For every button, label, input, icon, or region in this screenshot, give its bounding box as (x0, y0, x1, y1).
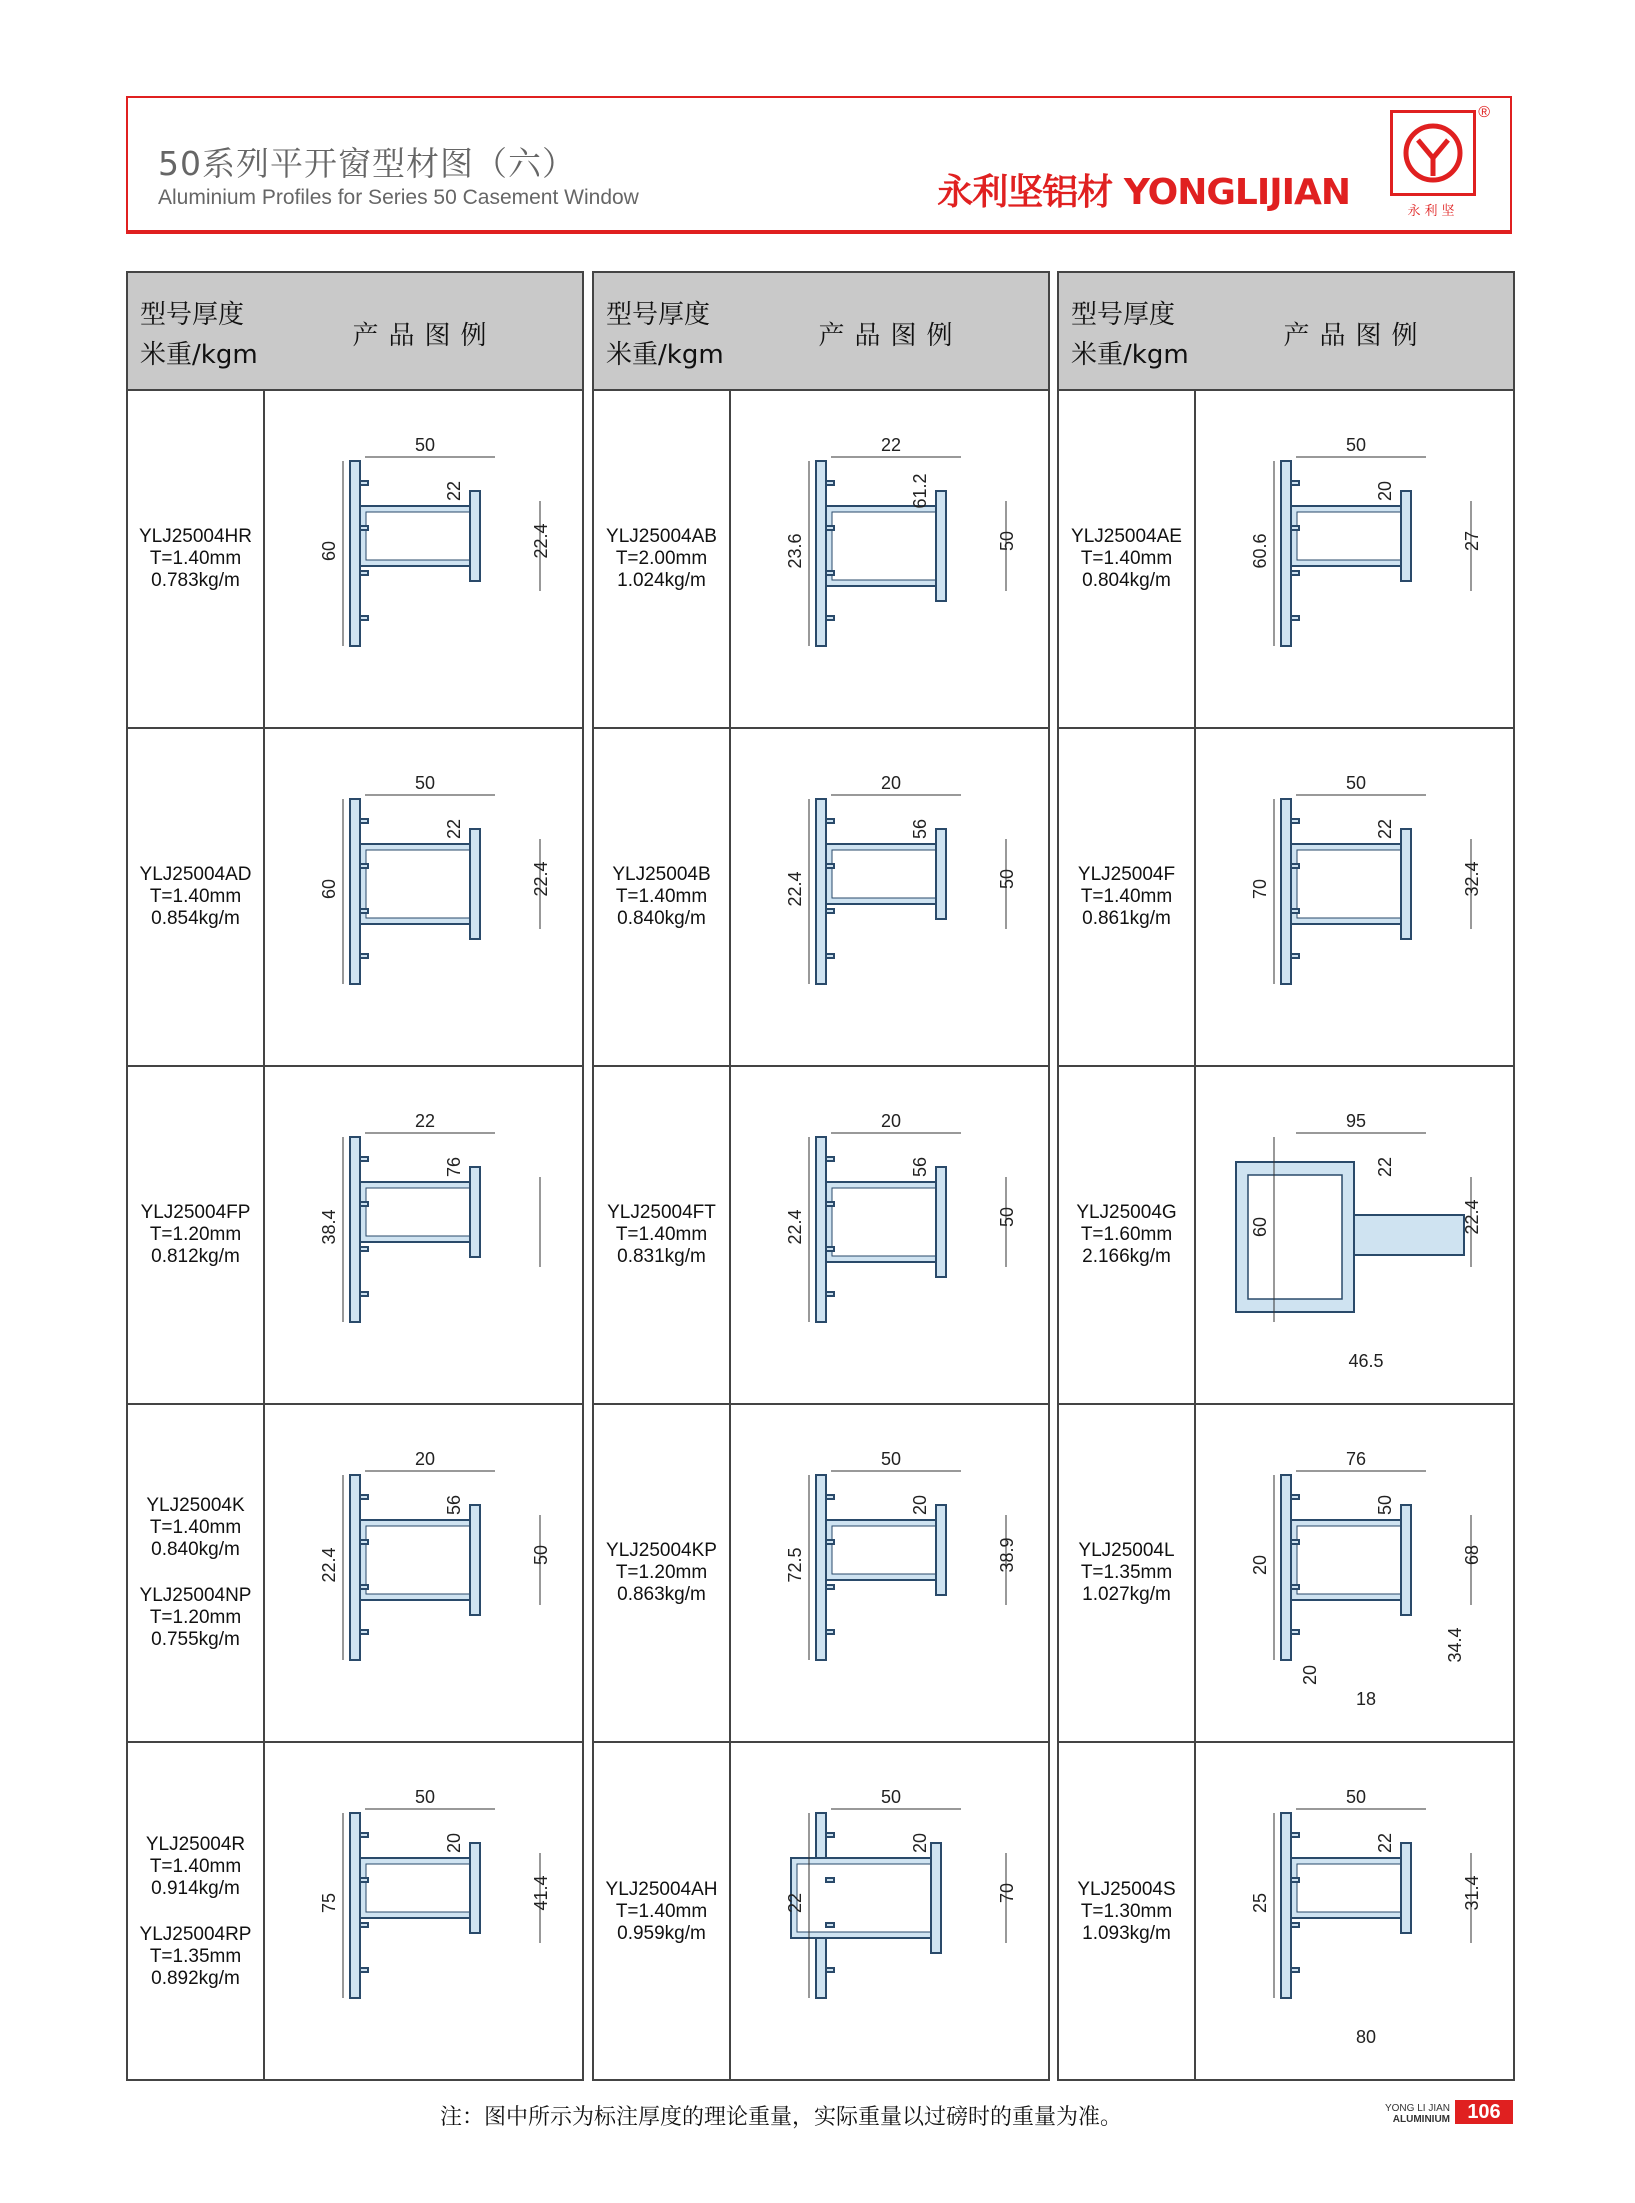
profile-flange (470, 829, 480, 939)
profile-stem (350, 1137, 360, 1322)
dimension-label: 22.4 (785, 1209, 805, 1245)
wall-thickness: T=1.20mm (149, 1224, 242, 1245)
weight-per-meter: 0.892kg/m (151, 1968, 240, 1989)
registered-mark: ® (1478, 104, 1490, 121)
profile-diagram (265, 1067, 584, 1403)
profile-drawing (1196, 1743, 1515, 2079)
dimension-label: 50 (414, 1787, 436, 1807)
weight-per-meter: 0.755kg/m (151, 1629, 240, 1650)
dimension-label: 56 (910, 1156, 930, 1178)
profile-stem (1281, 1813, 1291, 1998)
wall-thickness: T=1.40mm (1080, 886, 1173, 907)
brand-name: 永利坚铝材 YONGLIJIAN (937, 172, 1350, 213)
profile-diagram (265, 1743, 584, 2079)
dimension-label: 76 (1345, 1449, 1367, 1469)
wall-thickness: T=1.35mm (1080, 1562, 1173, 1583)
footer-brand-line2: ALUMINIUM (1392, 2114, 1450, 2125)
profile-flange (1401, 1505, 1411, 1615)
profile-drawing (731, 1743, 1050, 2079)
table-header (1059, 273, 1513, 391)
dimension-label: 56 (910, 818, 930, 840)
profile-spec (594, 1067, 729, 1403)
model-code: YLJ25004G (1076, 1202, 1177, 1223)
page-title-cn: 50系列平开窗型材图（六） (158, 144, 576, 183)
dimension-label: 22.4 (531, 523, 551, 559)
footer-brand-line1: YONG LI JIAN (1384, 2103, 1450, 2114)
header-product-drawing: 产品图例 (352, 321, 497, 351)
dimension-label: 70 (1250, 878, 1270, 900)
table-row (128, 391, 582, 729)
weight-per-meter: 0.831kg/m (617, 1246, 706, 1267)
profile-stem (816, 1137, 826, 1322)
profile-flange (470, 1505, 480, 1615)
dimension-label: 20 (1300, 1664, 1320, 1686)
table-row (594, 1405, 1048, 1743)
model-code: YLJ25004HR (138, 526, 253, 547)
profile-diagram (731, 1067, 1050, 1403)
profile-spec (128, 1405, 263, 1741)
logo-text: 永利坚 (1407, 203, 1459, 218)
profile-stem (350, 1813, 360, 1998)
dimension-label: 20 (880, 1111, 902, 1131)
weight-per-meter: 1.024kg/m (617, 570, 706, 591)
profile-stem (816, 1475, 826, 1660)
wall-thickness: T=1.20mm (615, 1562, 708, 1583)
profile-flange (1401, 491, 1411, 581)
dimension-label: 75 (319, 1892, 339, 1914)
weight-per-meter: 0.812kg/m (151, 1246, 240, 1267)
dimension-label: 50 (1345, 435, 1367, 455)
model-code: YLJ25004AH (605, 1879, 718, 1900)
profile-spec (594, 1405, 729, 1741)
wall-thickness: T=1.40mm (149, 548, 242, 569)
dimension-label: 70 (997, 1882, 1017, 1904)
profile-drawing (731, 1067, 1050, 1403)
profile-flange (470, 1843, 480, 1933)
profile-stem (1281, 799, 1291, 984)
header-spec-label (1071, 295, 1189, 375)
model-code: YLJ25004R (145, 1834, 246, 1855)
dimension-label: 22 (880, 435, 902, 455)
dimension-label: 46.5 (1348, 1351, 1384, 1371)
table-row (1059, 391, 1513, 729)
profile-drawing (265, 1743, 584, 2079)
profile-drawing (1196, 391, 1515, 727)
profile-spec (1059, 729, 1194, 1065)
profile-flange (936, 491, 946, 601)
dimension-label: 76 (444, 1156, 464, 1178)
dimension-label: 68 (1462, 1544, 1482, 1566)
profile-flange (936, 829, 946, 919)
profile-stem (816, 461, 826, 646)
dimension-label: 27 (1462, 530, 1482, 552)
dimension-label: 20 (1250, 1554, 1270, 1576)
model-code: YLJ25004S (1077, 1879, 1176, 1900)
weight-per-meter: 1.027kg/m (1082, 1584, 1171, 1605)
wall-thickness: T=1.40mm (615, 1901, 708, 1922)
wall-thickness: T=1.40mm (615, 1224, 708, 1245)
dimension-label: 23.6 (785, 533, 805, 569)
dimension-label: 20 (444, 1832, 464, 1854)
table-row (128, 729, 582, 1067)
profile-drawing (265, 1067, 584, 1403)
profile-stem (1281, 1475, 1291, 1660)
dimension-label: 50 (531, 1544, 551, 1566)
wall-thickness: T=2.00mm (615, 548, 708, 569)
header-spec-label (140, 295, 258, 375)
profile-flange (470, 1167, 480, 1257)
profile-spec (1059, 1067, 1194, 1403)
dimension-label: 20 (1375, 480, 1395, 502)
profile-flange (931, 1843, 941, 1953)
table-header (594, 273, 1048, 391)
header-model-thickness: 型号厚度 (140, 300, 245, 330)
profile-spec (594, 729, 729, 1065)
profile-flange (470, 491, 480, 581)
header-weight: 米重/kgm (1071, 340, 1189, 370)
brand-logo (1390, 110, 1476, 220)
profile-spec (1059, 1743, 1194, 2081)
model-code: YLJ25004FP (140, 1202, 251, 1223)
wall-thickness: T=1.30mm (1080, 1901, 1173, 1922)
header-weight: 米重/kgm (140, 340, 258, 370)
dimension-label: 22.4 (785, 871, 805, 907)
table-row (594, 391, 1048, 729)
dimension-label: 20 (414, 1449, 436, 1469)
dimension-label: 60 (319, 540, 339, 562)
model-code: YLJ25004KP (606, 1540, 717, 1561)
header-product-drawing: 产品图例 (1283, 321, 1428, 351)
model-code: YLJ25004K (146, 1495, 245, 1516)
dimension-label: 60 (319, 878, 339, 900)
model-code: YLJ25004F (1077, 864, 1176, 885)
profile-diagram (731, 1405, 1050, 1741)
dimension-label: 50 (414, 773, 436, 793)
table-row (128, 1405, 582, 1743)
profile-drawing (1196, 1405, 1515, 1741)
dimension-label: 50 (880, 1787, 902, 1807)
weight-per-meter: 0.863kg/m (617, 1584, 706, 1605)
profile-spec (594, 391, 729, 727)
dimension-label: 50 (997, 1206, 1017, 1228)
dimension-label: 22.4 (319, 1547, 339, 1583)
dimension-label: 22 (444, 818, 464, 840)
weight-per-meter: 0.854kg/m (151, 908, 240, 929)
profile-stem (816, 799, 826, 984)
dimension-label: 22 (1375, 1832, 1395, 1854)
header-model-thickness: 型号厚度 (606, 300, 711, 330)
wall-thickness: T=1.20mm (149, 1607, 242, 1628)
weight-per-meter: 0.840kg/m (151, 1539, 240, 1560)
dimension-label: 50 (997, 868, 1017, 890)
dimension-label: 95 (1345, 1111, 1367, 1131)
profile-stem (350, 799, 360, 984)
table-header (128, 273, 582, 391)
wall-thickness: T=1.40mm (615, 886, 708, 907)
dimension-label: 50 (880, 1449, 902, 1469)
dimension-label: 25 (1250, 1892, 1270, 1914)
page-header (126, 96, 1512, 234)
dimension-label: 32.4 (1462, 861, 1482, 897)
profile-stem (1281, 461, 1291, 646)
wall-thickness: T=1.40mm (1080, 548, 1173, 569)
profile-stem (350, 1475, 360, 1660)
header-weight: 米重/kgm (606, 340, 724, 370)
wall-thickness: T=1.40mm (149, 886, 242, 907)
profile-diagram (731, 391, 1050, 727)
dimension-label: 18 (1355, 1689, 1377, 1709)
logo-mark-icon (1390, 110, 1476, 196)
dimension-label: 50 (1345, 773, 1367, 793)
dimension-label: 20 (880, 773, 902, 793)
header-model-thickness: 型号厚度 (1071, 300, 1176, 330)
model-code: YLJ25004RP (139, 1924, 252, 1945)
weight-per-meter: 2.166kg/m (1082, 1246, 1171, 1267)
dimension-label: 60.6 (1250, 533, 1270, 569)
dimension-label: 60 (1250, 1216, 1270, 1238)
weight-per-meter: 0.783kg/m (151, 570, 240, 591)
weight-note: 注：图中所示为标注厚度的理论重量，实际重量以过磅时的重量为准。 (440, 2105, 1123, 2130)
profile-flange (936, 1505, 946, 1595)
weight-per-meter: 1.093kg/m (1082, 1923, 1171, 1944)
table-row (1059, 1743, 1513, 2081)
profile-table-2 (592, 271, 1050, 2081)
profile-diagram (265, 391, 584, 727)
dimension-label: 22 (1375, 818, 1395, 840)
model-code: YLJ25004L (1078, 1540, 1175, 1561)
dimension-label: 61.2 (910, 473, 930, 509)
dimension-label: 50 (1375, 1494, 1395, 1516)
table-row (1059, 1405, 1513, 1743)
profile-arm (1354, 1215, 1464, 1255)
profile-drawing (731, 1405, 1050, 1741)
page-title-en: Aluminium Profiles for Series 50 Casement Window (158, 186, 639, 209)
dimension-label: 22.4 (531, 861, 551, 897)
dimension-label: 22 (414, 1111, 436, 1131)
table-row (594, 1067, 1048, 1405)
profile-drawing (265, 391, 584, 727)
dimension-label: 34.4 (1445, 1627, 1465, 1663)
dimension-label: 20 (910, 1494, 930, 1516)
dimension-label: 72.5 (785, 1547, 805, 1583)
table-row (1059, 729, 1513, 1067)
dimension-label: 41.4 (531, 1875, 551, 1911)
model-code: YLJ25004AB (606, 526, 717, 547)
weight-per-meter: 0.861kg/m (1082, 908, 1171, 929)
profile-drawing (1196, 729, 1515, 1065)
weight-per-meter: 0.804kg/m (1082, 570, 1171, 591)
footer-brand (1378, 2103, 1450, 2125)
weight-per-meter: 0.959kg/m (617, 1923, 706, 1944)
model-code: YLJ25004NP (139, 1585, 252, 1606)
table-row (594, 1743, 1048, 2081)
profile-table-1 (126, 271, 584, 2081)
profile-diagram (1196, 1743, 1515, 2079)
table-row (128, 1743, 582, 2081)
profile-diagram (265, 729, 584, 1065)
profile-diagram (1196, 1067, 1515, 1403)
page-number: 106 (1455, 2100, 1513, 2124)
table-row (128, 1067, 582, 1405)
header-product-drawing: 产品图例 (818, 321, 963, 351)
header-spec-label (606, 295, 724, 375)
dimension-label: 22 (785, 1892, 805, 1914)
profile-drawing (265, 729, 584, 1065)
dimension-label: 50 (1345, 1787, 1367, 1807)
profile-flange (936, 1167, 946, 1277)
dimension-label: 56 (444, 1494, 464, 1516)
table-row (1059, 1067, 1513, 1405)
profile-drawing (265, 1405, 584, 1741)
profile-spec (594, 1743, 729, 2081)
profile-spec (128, 1743, 263, 2081)
dimension-label: 20 (910, 1832, 930, 1854)
profile-diagram (731, 1743, 1050, 2079)
model-code: YLJ25004FT (607, 1202, 716, 1223)
dimension-label: 50 (997, 530, 1017, 552)
table-row (594, 729, 1048, 1067)
profile-drawing (1196, 1067, 1515, 1403)
profile-spec (1059, 391, 1194, 727)
profile-diagram (1196, 391, 1515, 727)
profile-diagram (265, 1405, 584, 1741)
weight-per-meter: 0.914kg/m (151, 1878, 240, 1899)
model-code: YLJ25004AE (1071, 526, 1182, 547)
profile-diagram (1196, 1405, 1515, 1741)
profile-spec (1059, 1405, 1194, 1741)
profile-drawing (731, 729, 1050, 1065)
dimension-label: 80 (1355, 2027, 1377, 2047)
dimension-label: 38.9 (997, 1537, 1017, 1573)
dimension-label: 31.4 (1462, 1875, 1482, 1911)
weight-per-meter: 0.840kg/m (617, 908, 706, 929)
dimension-label: 38.4 (319, 1209, 339, 1245)
profile-drawing (731, 391, 1050, 727)
dimension-label: 22 (444, 480, 464, 502)
profile-spec (128, 729, 263, 1065)
wall-thickness: T=1.35mm (149, 1946, 242, 1967)
profile-spec (128, 391, 263, 727)
model-code: YLJ25004AD (139, 864, 252, 885)
wall-thickness: T=1.60mm (1080, 1224, 1173, 1245)
dimension-label: 22.4 (1462, 1199, 1482, 1235)
profile-diagram (731, 729, 1050, 1065)
profile-flange (1401, 1843, 1411, 1933)
dimension-label: 50 (414, 435, 436, 455)
profile-table-3 (1057, 271, 1515, 2081)
model-code: YLJ25004B (612, 864, 711, 885)
profile-diagram (1196, 729, 1515, 1065)
profile-spec (128, 1067, 263, 1403)
wall-thickness: T=1.40mm (149, 1856, 242, 1877)
wall-thickness: T=1.40mm (149, 1517, 242, 1538)
profile-stem (350, 461, 360, 646)
profile-flange (1401, 829, 1411, 939)
dimension-label: 22 (1375, 1156, 1395, 1178)
